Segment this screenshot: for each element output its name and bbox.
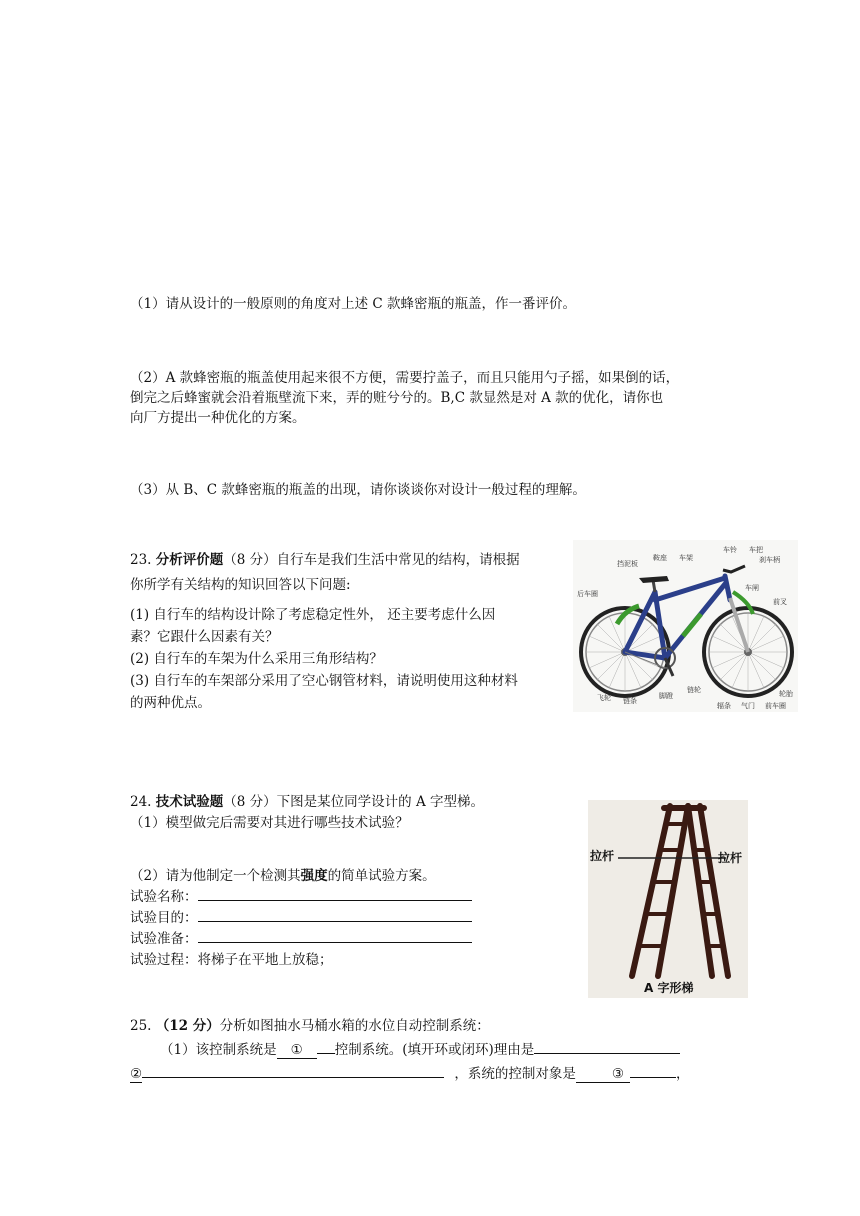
q25-blank3-tail xyxy=(630,1077,676,1078)
label-chainring: 链轮 xyxy=(687,686,701,694)
label-chain: 链条 xyxy=(623,697,637,705)
q24-field-process: 试验过程：将梯子在平地上放稳； xyxy=(130,952,333,968)
q25-line2-mid: ，系统的控制对象是 xyxy=(454,1066,576,1082)
q24-sub2-bold: 强度 xyxy=(300,868,328,884)
q24-sub1: （1）模型做完后需要对其进行哪些技术试验？ xyxy=(130,815,409,831)
q25-line1 xyxy=(130,1038,740,1062)
q23-sub3-line2: 的两种优点。 xyxy=(130,695,211,711)
q25-blank2-mark: ② xyxy=(130,1066,143,1082)
q22-part2-line3: 向厂方提出一种优化的方案。 xyxy=(130,410,306,426)
q23-sub3-line1: (3) 自行车的车架部分采用了空心钢管材料，请说明使用这种材料 xyxy=(130,673,518,689)
label-spoke: 辐条 xyxy=(717,702,731,710)
ladder-figure xyxy=(588,800,748,998)
q24-title: 技术试验题 xyxy=(155,794,224,810)
q25-block xyxy=(130,1014,740,1086)
q25-number: 25. xyxy=(130,1018,152,1034)
q24-field-prep-label: 试验准备： xyxy=(130,931,198,947)
label-saddle: 鞍座 xyxy=(653,554,667,562)
q24-field-prep-blank[interactable] xyxy=(198,942,472,943)
q23-number: 23. xyxy=(130,552,152,568)
q22-part3: （3）从 B、C 款蜂密瓶的瓶盖的出现，请你谈谈你对设计一般过程的理解。 xyxy=(130,482,586,498)
q24-field-prep xyxy=(130,929,590,950)
q24-field-name-blank[interactable] xyxy=(198,900,472,901)
label-rear-rim: 后车圈 xyxy=(577,590,598,598)
q24-sub2-post: 的简单试验方案。 xyxy=(327,868,436,884)
q23-title: 分析评价题 xyxy=(155,552,224,568)
ladder-illustration xyxy=(588,800,748,998)
q25-line1-mid: 控制系统。(填开环或闭环)理由是 xyxy=(334,1042,535,1058)
q24-intro xyxy=(130,792,590,813)
bicycle-figure xyxy=(573,540,798,712)
q24-intro-rest: （8 分）下图是某位同学设计的 A 字型梯。 xyxy=(223,794,484,810)
q24-field-name-label: 试验名称： xyxy=(130,889,198,905)
q24-field-purpose-label: 试验目的： xyxy=(130,910,198,926)
bicycle-illustration xyxy=(573,540,798,712)
q23-sub1-line2: 素？它跟什么因素有关？ xyxy=(130,629,279,645)
ladder-caption: A 字形梯 xyxy=(644,981,694,995)
q23-intro-rest: （8 分）自行车是我们生活中常见的结构，请根据 xyxy=(223,552,520,568)
label-pedal: 脚蹬 xyxy=(659,692,673,700)
label-frame: 车架 xyxy=(679,554,693,562)
label-handle: 车把 xyxy=(749,546,763,554)
q24-number: 24. xyxy=(130,794,152,810)
q25-blank1-tail xyxy=(317,1053,335,1054)
q25-reason-blank[interactable] xyxy=(534,1053,680,1054)
label-brake: 车闸 xyxy=(745,584,759,592)
label-bell: 车铃 xyxy=(723,546,737,554)
q25-intro-rest: 分析如图抽水马桶水箱的水位自动控制系统： xyxy=(219,1018,490,1034)
q25-blank3[interactable]: ③ xyxy=(576,1066,630,1083)
q23-sub1-line1: (1) 自行车的结构设计除了考虑稳定性外， 还主要考虑什么因 xyxy=(130,607,496,623)
label-flywheel: 飞轮 xyxy=(597,694,611,702)
label-front-fork: 前叉 xyxy=(773,598,787,606)
q23-intro xyxy=(130,548,570,573)
label-front-rim: 前车圈 xyxy=(765,702,786,710)
q25-blank1[interactable]: ① xyxy=(277,1042,317,1059)
q24-field-name xyxy=(130,887,590,908)
q23-intro-line2: 你所学有关结构的知识回答以下问题: xyxy=(130,577,351,593)
label-brake-handle: 刹车柄 xyxy=(759,556,780,564)
q24-block xyxy=(130,792,590,971)
label-tire: 轮胎 xyxy=(779,690,793,698)
q24-field-purpose xyxy=(130,908,590,929)
q22-part2-line2: 倒完之后蜂蜜就会沿着瓶壁流下来，弄的赃兮兮的。B,C 款显然是对 A 款的优化，请你也 xyxy=(130,390,664,406)
q23-block xyxy=(130,548,570,714)
label-valve: 气门 xyxy=(741,702,755,710)
q24-sub2 xyxy=(130,866,590,887)
ladder-label-right: 拉杆 xyxy=(718,851,743,865)
q24-sub2-pre: （2）请为他制定一个检测其 xyxy=(130,868,301,884)
q25-intro xyxy=(130,1014,740,1038)
q25-line2-end: ， xyxy=(676,1066,690,1082)
q22-part1: （1）请从设计的一般原则的角度对上述 C 款蜂密瓶的瓶盖，作一番评价。 xyxy=(130,296,577,312)
ladder-label-left: 拉杆 xyxy=(590,849,615,863)
label-mudguard: 挡泥板 xyxy=(617,560,638,568)
q23-sub2: (2) 自行车的车架为什么采用三角形结构？ xyxy=(130,651,383,667)
q25-line1-pre: （1）该控制系统是 xyxy=(160,1042,277,1058)
q22-part2-line1: （2）A 款蜂密瓶的瓶盖使用起来很不方便，需要拧盖子，而且只能用勺子摇，如果倒的话， xyxy=(130,370,680,386)
q25-blank2[interactable] xyxy=(142,1077,444,1078)
q25-line2 xyxy=(130,1062,740,1086)
q22-part2 xyxy=(130,368,730,428)
q24-field-purpose-blank[interactable] xyxy=(198,921,472,922)
q25-score: （12 分） xyxy=(155,1018,220,1034)
